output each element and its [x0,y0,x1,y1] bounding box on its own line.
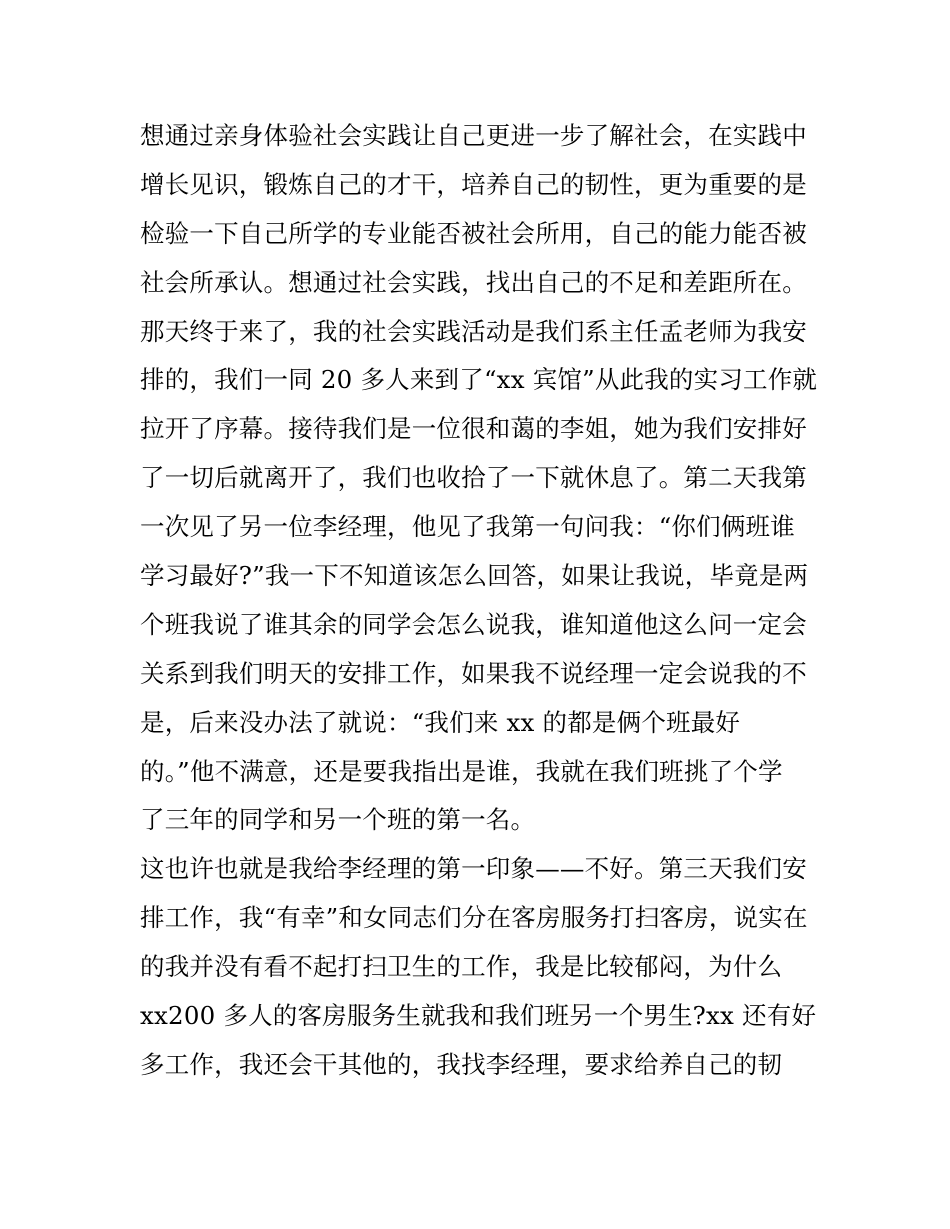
text-line: 的。”他不满意，还是要我指出是谁，我就在我们班挑了个学 [140,756,783,786]
text-line: 学习最好?”我一下不知道该怎么回答，如果让我说，毕竟是两 [140,561,809,591]
text-line: 排工作，我“有幸”和女同志们分在客房服务打扫客房，说实在 [140,903,808,933]
text-line: 了一切后就离开了，我们也收拾了一下就休息了。第二天我第 [140,463,807,493]
text-line: 是，后来没办法了就说：“我们来 xx 的都是俩个班最好 [140,707,741,737]
text-line: 那天终于来了，我的社会实践活动是我们系主任孟老师为我安 [140,316,807,346]
body-text [140,112,830,1090]
text-line: 了三年的同学和另一个班的第一名。 [140,805,536,835]
text-line: 关系到我们明天的安排工作，如果我不说经理一定会说我的不 [140,658,807,688]
text-line: 拉开了序幕。接待我们是一位很和蔼的李姐，她为我们安排好 [140,414,807,444]
text-line: 增长见识，锻炼自己的才干，培养自己的韧性，更为重要的是 [140,169,807,199]
text-line: 的我并没有看不起打扫卫生的工作，我是比较郁闷，为什么 [140,952,783,982]
text-line: 排的，我们一同 20 多人来到了“xx 宾馆”从此我的实习工作就 [140,365,818,395]
text-line: 检验一下自己所学的专业能否被社会所用，自己的能力能否被 [140,218,807,248]
text-line: xx200 多人的客房服务生就我和我们班另一个男生?xx 还有好 [140,1001,817,1031]
text-line: 个班我说了谁其余的同学会怎么说我，谁知道他这么问一定会 [140,609,807,639]
text-line: 一次见了另一位李经理，他见了我第一句问我：“你们俩班谁 [140,512,795,542]
text-line: 想通过亲身体验社会实践让自己更进一步了解社会，在实践中 [140,121,807,150]
text-line: 社会所承认。想通过社会实践，找出自己的不足和差距所在。 [140,267,807,297]
text-line: 多工作，我还会干其他的，我找李经理，要求给养自己的韧 [140,1049,783,1079]
text-line: 这也许也就是我给李经理的第一印象——不好。第三天我们安 [140,854,807,884]
